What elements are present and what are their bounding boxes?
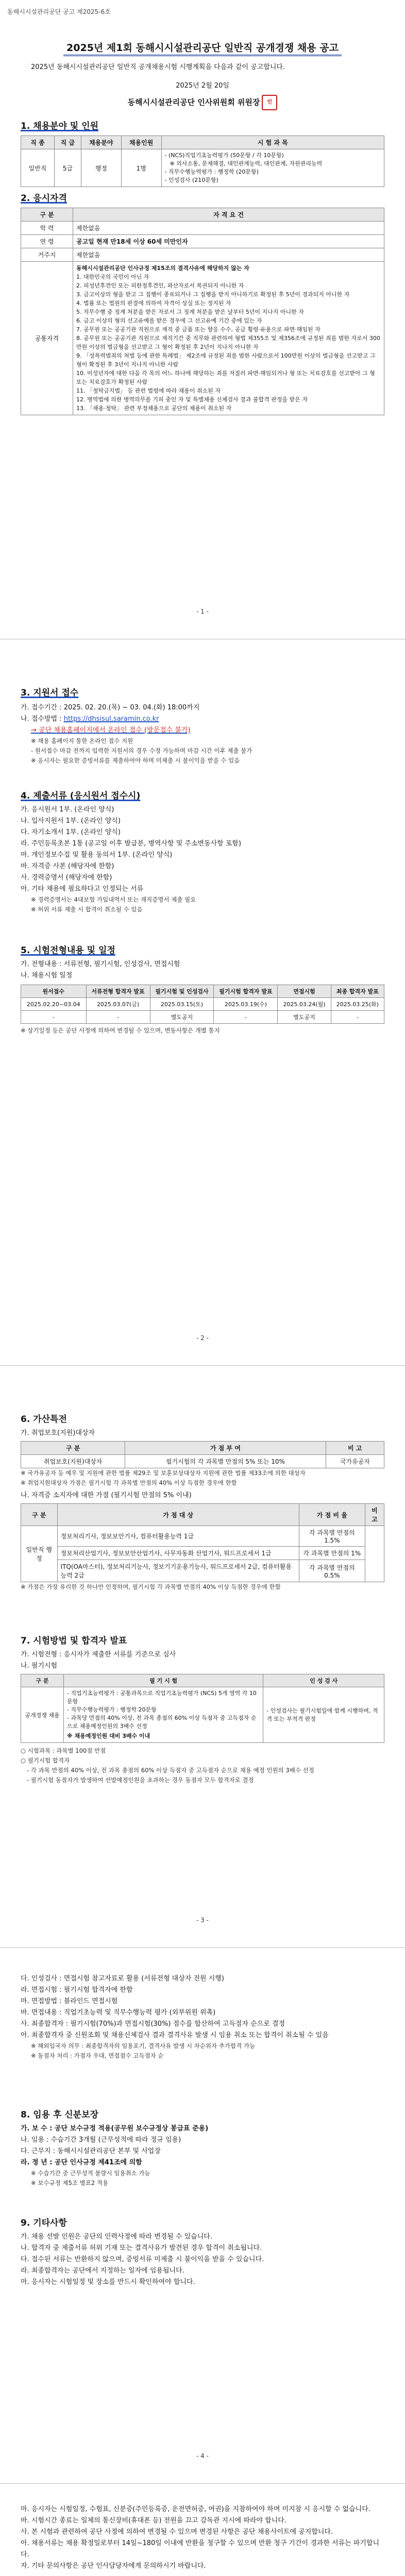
note: ※ 수습기간 중 근무성적 불량시 임용취소 가능 [31, 2170, 150, 2177]
table-cell: - [86, 1011, 150, 1024]
table-cell: 1명 [121, 149, 161, 187]
page-number: - 1 - [196, 608, 209, 615]
col-header: 인 성 검 사 [263, 1674, 384, 1687]
table-cell: 각 과목별 만점의 0.5% [299, 1560, 365, 1582]
table-cell: 제한없음 [73, 222, 384, 235]
table-cell: 2025.03.07(금) [86, 998, 150, 1011]
list-item: 10. 미성년자에 대한 다음 각 목의 어느 하나에 해당하는 죄를 저질러 파면·해임되거나 형 또는 치료감호를 선고받아 그 형 또는 치료감호가 확정된 사람 [76, 370, 375, 385]
table-cell: 학 력 [21, 222, 73, 235]
list-item: 바. 면접내용 : 직업기초능력 및 직무수행능력 평가 (외부위원 위촉) [21, 2009, 216, 2016]
table-cell: ITQ(OA마스터), 정보처리기능사, 정보기기운용기능사, 워드프로세서 2급, 컴퓨터활용능력 2급 [57, 1560, 299, 1582]
list-item: 나. 임용 : 수습기간 3개월 (근무성적에 따라 정규 임용) [21, 2136, 181, 2144]
section-heading: 4. 제출서류 (응시원서 접수시) [21, 791, 141, 801]
section-application [0, 685, 405, 766]
table-cell: 정보처리산업기사, 정보보안산업기사, 사무자동화 산업기사, 워드프로세서 1급 [57, 1547, 299, 1560]
note: - 원서접수 마감 전까지 입력한 지원서의 경우 수정 가능하며 마감 시간 이후 제출 불가 [31, 747, 252, 754]
note: - 필기시험 동점자가 발생하여 선발예정인원을 초과하는 경우 동점자 모두 합격자로 결정 [27, 1776, 254, 1784]
table-cell: 공고일 현재 만18세 이상 60세 미만인자 [73, 235, 384, 248]
col-header: 원서접수 [21, 985, 87, 998]
list-item: 가. 취업보호(지원)대상자 [21, 1429, 95, 1437]
table-cell: 일반직 [21, 149, 55, 187]
list-item: 마. 개인정보수집 및 활용 동의서 1부. (온라인 양식) [21, 851, 173, 859]
list-item: 라. 면접시험 : 필기시험 합격자에 한함 [21, 1986, 133, 1994]
list-item: 아. 최종합격자 중 신원조회 및 채용신체검사 결과 결격사유 발생 시 임용 취소 또는 합격이 취소될 수 있음 [21, 2031, 329, 2039]
col-header: 필기시험 합격자 발표 [214, 985, 278, 998]
list-item: 다. 자기소개서 1부. (온라인 양식) [21, 828, 121, 836]
table-cell: 공통자격 [21, 262, 73, 415]
table-cell: 2025.03.19(수) [214, 998, 278, 1011]
table-cell: 각 과목별 만점의 1% [299, 1547, 365, 1560]
col-header: 필 기 시 험 [64, 1674, 263, 1687]
list-item: → 공단 채용홈페이지에서 온라인 접수 (방문접수 불가) [31, 726, 191, 734]
list-item: 라. 정 년 : 공단 인사규정 제41조에 의함 [21, 2159, 142, 2166]
section-exam-continued [0, 1973, 405, 2061]
list-item: 마. 응시자는 시험일정, 수험표, 신분증(주민등록증, 운전면허증, 여권)을 지참하여야 하며 미지참 시 응시할 수 없습니다. [21, 2505, 370, 2513]
col-header: 비 고 [365, 1504, 384, 1526]
intro-text: 2025년 동해시시설관리공단 일반직 공개채용시험 시행계획을 다음과 같이 공고합니다. [31, 63, 285, 71]
note: ※ 해외입국자 의무 : 최종합격자의 임용포기, 결격사유 발생 시 차순위자 추가합격 가능 [31, 2042, 256, 2049]
list-item: 바. 자격증 사본 (해당자에 한함) [21, 862, 114, 870]
notice-date: 2025년 2월 20일 [176, 82, 229, 90]
list-item: 나. 채용시험 일정 [21, 972, 73, 979]
notice-reference: 동해시시설관리공단 공고 제2025-6호 [7, 8, 111, 15]
table-cell: 일반직 행정 [21, 1526, 58, 1582]
application-site-link[interactable]: https://dhsisul.saramin.co.kr [63, 715, 159, 723]
col-header: 직 급 [54, 136, 81, 149]
page-separator [0, 1365, 405, 1366]
table-cell: 행정 [81, 149, 121, 187]
section-heading: 6. 가산특전 [21, 1414, 67, 1425]
note: ○ 시험과목 : 과목별 100점 만점 [21, 1747, 106, 1754]
col-header: 자 격 요 건 [73, 208, 384, 222]
section-qualification [0, 191, 405, 415]
exam-table [21, 1674, 384, 1743]
table-cell: 연 령 [21, 235, 73, 248]
list-item: 다. 접수된 서류는 반환하지 않으며, 증빙서류 미제출 시 불이익을 받을 수 있습니다. [21, 2256, 264, 2263]
table-cell: 취업보호(지원)대상자 [21, 1455, 125, 1468]
list-item: 3. 금고이상의 형을 받고 그 집행이 종료되거나 그 집행을 받지 아니하기로 확정된 후 5년이 경과되지 아니한 자 [76, 291, 350, 298]
list-item: 6. 금고 이상의 형의 선고유예를 받은 경우에 그 선고유예 기간 중에 있는 자 [76, 317, 262, 324]
list-item: - 직업기초능력평가 : 공통과목으로 직업기초능력평가 (NCS) 5개 영역 각 10문항 [67, 1690, 257, 1705]
list-item: 가. 시험전형 : 응시자가 제출한 서류를 기준으로 심사 [21, 1651, 176, 1658]
list-item: 2. 피성년후견인 또는 피한정후견인, 파산자로서 복권되지 아니한 자 [76, 282, 244, 289]
page-separator [0, 2483, 405, 2484]
table-cell: 5급 [54, 149, 81, 187]
table-cell: 각 과목별 만점의 1.5% [299, 1526, 365, 1547]
col-header: 최종 합격자 발표 [331, 985, 384, 998]
list-item: 8. 공무원 또는 공공기관 직원으로 재직기간 중 직무와 관련하여 형법 제355조 및 제356조에 규정된 죄를 범한 자로서 300만원 이상의 벌금형을 선고받고 그 형이 확정된 후 2년이 지나지 아니한 자 [76, 335, 380, 350]
list-item: 5. 직무수행 중 징계 처분을 받은 자로서 그 징계 처분을 받은 날부터 5년이 지나지 아니한 자 [76, 309, 304, 315]
list-item: 4. 법률 또는 법원의 판결에 의하여 자격이 상실 또는 정지된 자 [76, 300, 231, 307]
list-item: 사. 최종합격자 : 필기시험(70%)과 면접시험(30%) 점수를 합산하여 고득점자 순으로 결정 [21, 2020, 285, 2028]
section-other [0, 2215, 405, 2288]
table-cell: 국가유공자 [326, 1455, 384, 1468]
list-item: 나. 자격증 소지자에 대한 가점 (필기시험 만점의 5% 이내) [21, 1492, 192, 1499]
table-cell: 별도공지 [150, 1011, 214, 1024]
section-recruit [0, 118, 405, 187]
note: ※ 가점은 가장 유리한 것 하나만 인정하며, 필기시험 각 과목별 만점의 40% 이상 득점한 경우에 한함 [21, 1583, 281, 1590]
col-header: 구 분 [21, 1504, 58, 1526]
page-number: - 4 - [196, 2452, 209, 2460]
section-exam [0, 1633, 405, 1785]
table-cell: - 인성검사는 필기시험일에 함께 시행하며, 적격 또는 부적격 판정 [263, 1687, 384, 1743]
bonus-table [21, 1441, 384, 1468]
col-header: 구 분 [21, 208, 73, 222]
official-seal: 인 [262, 95, 277, 110]
col-header: 면접시험 [278, 985, 331, 998]
table-cell: 공개경쟁 채용 [21, 1687, 64, 1743]
issuer: 동해시시설관리공단 인사위원회 위원장 인 [0, 95, 405, 110]
section-appointment [0, 2107, 405, 2188]
note: ※ 응시자는 필요한 증빙서류를 제출하여야 하며 미제출 시 불이익을 받을 수 있음 [31, 757, 240, 764]
note: - 각 과목 만점의 40% 이상, 전 과목 총점의 60% 이상 득점자 중 고득점자 순으로 채용 예정 인원의 3배수 선정 [27, 1767, 314, 1774]
list-item: 아. 채용서류는 채용 확정일로부터 14일~180일 이내에 반환을 청구할 수 있으며 반환 청구 기간이 경과한 서류는 파기합니다. [21, 2539, 380, 2558]
list-item: 다. 근무지 : 동해시시설관리공단 본부 및 사업장 [21, 2147, 161, 2155]
list-item: 1. 대한민국의 국민이 아닌 자 [76, 274, 149, 280]
col-header: 구 분 [21, 1674, 64, 1687]
col-header: 서류전형 합격자 발표 [86, 985, 150, 998]
list-item: - 과목당 만점의 40% 이상, 전 과목 총점의 60% 이상 득점자 중 고득점자 순으로 채용예정인원의 3배수 선정 [67, 1715, 257, 1730]
list-item: 가. 전형내용 : 서류전형, 필기시험, 인성검사, 면접시험 [21, 960, 180, 968]
subject-line: - 직무수행능력평가 : 행정학 (20문항) [164, 168, 259, 175]
list-item: ※ 채용예정인원 대비 3배수 이내 [67, 1733, 150, 1739]
section-heading: 9. 기타사항 [21, 2218, 67, 2228]
subject-line: ※ 의사소통, 문제해결, 대인관계능력, 대인관계, 자원관리능력 [170, 160, 323, 167]
list-item: 다. 인성검사 : 면접시험 참고자료로 활용 (서류전형 대상자 전원 시행) [21, 1975, 224, 1982]
col-header: 채용분야 [81, 136, 121, 149]
col-header: 직 종 [21, 136, 55, 149]
section-heading: 1. 채용분야 및 인원 [21, 121, 98, 131]
col-header: 가 점 비 율 [299, 1504, 365, 1526]
note: ○ 필기시험 합격자 [21, 1757, 70, 1764]
note: ※ 상기일정 등은 공단 사정에 의하여 변경될 수 있으며, 변동사항은 개별 통지 [21, 1027, 220, 1034]
section-documents [0, 788, 405, 914]
table-cell: - [214, 1011, 278, 1024]
col-header: 구 분 [21, 1442, 125, 1455]
table-cell [64, 1687, 263, 1743]
page-separator [0, 1947, 405, 1948]
table-cell: 2025.03.25(화) [331, 998, 384, 1011]
intro-section [0, 62, 405, 110]
subject-line: - 인성검사 (210문항) [164, 177, 218, 183]
list-item: 가. 접수기간 : 2025. 02. 20.(목) ~ 03. 04.(화) 18:00까지 [21, 704, 200, 711]
page-title: 2025년 제1회 동해시시설관리공단 일반직 공개경쟁 채용 공고 [0, 40, 405, 54]
list-item: 마. 면접방법 : 블라인드 면접시험 [21, 1997, 118, 2005]
list-item: 나. 합격자 중 제출서류 허위 기재 또는 결격사유가 발견된 경우 합격이 취소됩니다. [21, 2244, 262, 2252]
table-cell [365, 1526, 384, 1582]
list-item: 라. 주민등록초본 1통 (공고일 이후 발급분, 병역사항 및 주소변동사항 포함) [21, 840, 242, 848]
col-header: 비 고 [326, 1442, 384, 1455]
list-item: 자. 기타 문의사항은 공단 인사담당자에게 문의하시기 바랍니다. [21, 2562, 206, 2570]
note: ※ 채용 홈페이지 통한 온라인 접수 지원 [31, 737, 133, 744]
list-item: 나. 입사지원서 1부. (온라인 양식) [21, 817, 121, 825]
col-header: 채용인원 [121, 136, 161, 149]
list-item: 7. 공무원 또는 공공기관 직원으로 재직 중 금품 또는 향응 수수, 공금 횡령·유용으로 파면·해임된 자 [76, 326, 320, 333]
list-item: 동해시시설관리공단 인사규정 제15조의 결격사유에 해당하지 않는 자 [76, 265, 249, 272]
col-header: 필기시험 및 인성검사 [150, 985, 214, 998]
section-bonus [0, 1412, 405, 1592]
col-header: 가 점 대 상 [57, 1504, 299, 1526]
page-number: - 2 - [196, 1334, 209, 1342]
table-cell: 필기시험의 각 과목별 만점의 5% 또는 10% [125, 1455, 326, 1468]
section-heading: 2. 응시자격 [21, 193, 67, 204]
list-item: 라. 최종합격자는 공단에서 지정하는 일자에 임용됩니다. [21, 2267, 184, 2275]
col-header: 시 험 과 목 [161, 136, 384, 149]
section-schedule [0, 943, 405, 1036]
list-item: 나. 필기시험 [21, 1662, 58, 1670]
list-item: 가. 채용 선발 인원은 공단의 인력사정에 따라 변경될 수 있습니다. [21, 2233, 212, 2241]
note: ※ 허위 서류 제출 시 합격이 취소될 수 있음 [31, 906, 143, 913]
disqualification-list [73, 262, 384, 415]
table-cell: - [21, 1011, 87, 1024]
list-item: 사. 경력증명서 (해당자에 한함) [21, 874, 112, 882]
table-cell: 2025.03.24(월) [278, 998, 331, 1011]
list-item: 11. 「청탁금지법」 등 관련 법령에 따라 채용이 취소된 자 [76, 387, 221, 394]
table-cell: 거주지 [21, 248, 73, 262]
table-cell: 별도공지 [278, 1011, 331, 1024]
license-table [21, 1503, 384, 1582]
list-item: 13. 「채용·청탁」 관련 부정채용으로 공단의 채용이 취소된 자 [76, 405, 232, 412]
list-item: 가. 응시원서 1부. (온라인 양식) [21, 806, 114, 814]
table-cell: 정보처리기사, 정보보안기사, 컴퓨터활용능력 1급 [57, 1526, 299, 1547]
list-item: - 직무수행능력평가 : 행정학 20문항 [67, 1706, 157, 1713]
page-number: - 3 - [196, 1917, 209, 1924]
list-item: 사. 본 시험과 관련하여 공단 사정에 의하여 변경될 수 있으며 변경된 사항은 공단 채용사이트에 공지합니다. [21, 2528, 333, 2536]
section-heading: 3. 지원서 접수 [21, 688, 79, 698]
note: ※ 취업지원대상자 가점은 필기시험 각 과목별 만점의 40% 이상 득점한 경우에 한함 [21, 1479, 237, 1486]
table-cell: 2025.03.15(토) [150, 998, 214, 1011]
section-heading: 8. 임용 후 신분보장 [21, 2110, 98, 2120]
note: ※ 경력증명서는 4대보험 가입내역서 또는 재직증명서 제출 필요 [31, 896, 196, 903]
subject-line: - (NCS)직업기초능력평가 (50문항 / 각 10문항) [164, 152, 284, 159]
list-item: 가. 보 수 : 공단 보수규정 적용(공무원 보수규정상 봉급표 준용) [21, 2125, 209, 2132]
note: ※ 국가유공자 등 예우 및 지원에 관한 법률 제29조 및 보훈보상대상자 지원에 관한 법률 제33조에 의한 대상자 [21, 1469, 306, 1477]
section-heading: 5. 시험전형내용 및 일정 [21, 945, 115, 956]
list-item: 12. 병역법에 의한 병역의무를 기피 중인 자 및 특별채용 신체검사 결과 불합격 판정을 받은 자 [76, 396, 308, 403]
section-other-continued [0, 2504, 405, 2576]
list-item: 바. 시험시간 종료는 일체의 통신장비(휴대폰 등) 전원을 끄고 감독관 지시에 따라야 합니다. [21, 2517, 286, 2524]
table-cell: 제한없음 [73, 248, 384, 262]
col-header: 가 점 부 여 [125, 1442, 326, 1455]
qualification-table [21, 208, 384, 415]
section-heading: 7. 시험방법 및 합격자 발표 [21, 1636, 127, 1646]
list-item: 나. 접수방법 : https://dhsisul.saramin.co.kr [21, 715, 159, 723]
list-item: 마. 응시자는 시험일정 및 장소를 반드시 확인하여야 합니다. [21, 2278, 195, 2286]
table-cell: - [331, 1011, 384, 1024]
note: ※ 동점자 처리 : 가점자 우대, 면접점수 고득점자 순 [31, 2052, 164, 2059]
note: ※ 보수규정 제5조 별표2 적용 [31, 2179, 108, 2187]
schedule-table [21, 985, 384, 1024]
table-cell: 2025.02.20~03.04 [21, 998, 87, 1011]
recruit-table [21, 135, 384, 187]
list-item: 9. 「성폭력범죄의 처벌 등에 관한 특례법」 제2조에 규정된 죄를 범한 사람으로서 100만원 이상의 벌금형을 선고받고 그 형이 확정된 후 3년이 지나지 아니한 사람 [76, 352, 376, 368]
subject-cell [161, 149, 384, 187]
list-item: 아. 기타 채용에 필요하다고 인정되는 서류 [21, 885, 144, 893]
